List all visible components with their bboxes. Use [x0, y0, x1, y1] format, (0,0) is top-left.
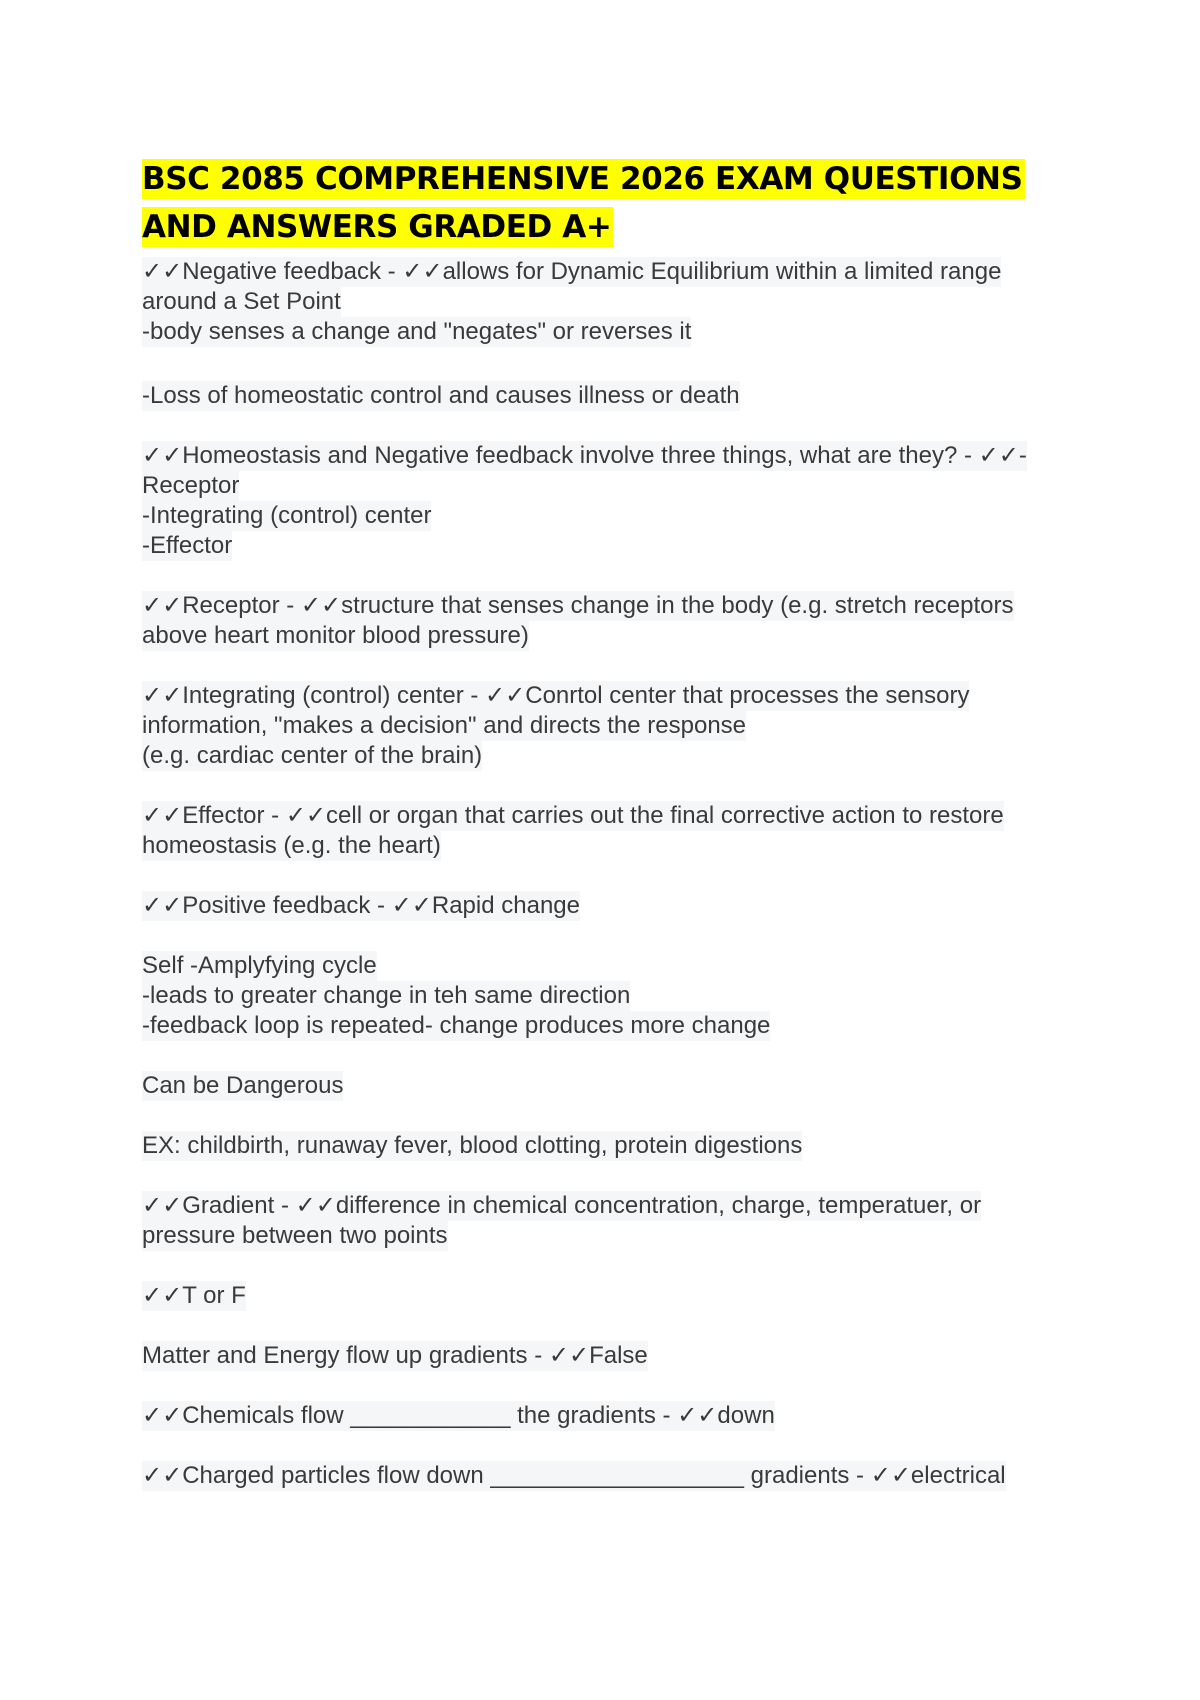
entry-self-amplifying [142, 951, 1042, 1041]
title-line-2: AND ANSWERS GRADED A+ [142, 209, 612, 245]
entry-line: ✓✓Charged particles flow down ___________________ gradients - ✓✓electrical [142, 1462, 1006, 1489]
entry-line: ✓✓T or F [142, 1282, 246, 1309]
entry-true-false [142, 1281, 1042, 1311]
entry-effector [142, 801, 1042, 861]
entry-line: ✓✓Effector - ✓✓cell or organ that carries out the final corrective action to restore [142, 802, 1004, 829]
entry-line: -body senses a change and "negates" or reverses it [142, 318, 692, 345]
entry-line: ✓✓Homeostasis and Negative feedback involve three things, what are they? - ✓✓- [142, 442, 1027, 469]
entry-line: pressure between two points [142, 1222, 448, 1249]
entry-line: -leads to greater change in teh same direction [142, 982, 631, 1009]
entry-positive-feedback [142, 891, 1042, 921]
entry-line: -Loss of homeostatic control and causes illness or death [142, 382, 740, 409]
entry-line: ✓✓Integrating (control) center - ✓✓Conrtol center that processes the sensory [142, 682, 970, 709]
entry-line: ✓✓Receptor - ✓✓structure that senses change in the body (e.g. stretch receptors [142, 592, 1014, 619]
entry-examples [142, 1131, 1042, 1161]
entry-line: Can be Dangerous [142, 1072, 344, 1099]
entry-line: Matter and Energy flow up gradients - ✓✓False [142, 1342, 648, 1369]
entry-line: (e.g. cardiac center of the brain) [142, 742, 483, 769]
entry-line: EX: childbirth, runaway fever, blood clotting, protein digestions [142, 1132, 803, 1159]
document-title [142, 155, 1042, 251]
entry-line: around a Set Point [142, 288, 341, 315]
entry-line: above heart monitor blood pressure) [142, 622, 529, 649]
entry-gradient [142, 1191, 1042, 1251]
entry-can-be-dangerous [142, 1071, 1042, 1101]
document-content [142, 155, 1042, 1491]
entry-line: ✓✓Positive feedback - ✓✓Rapid change [142, 892, 580, 919]
entry-line: ✓✓Chemicals flow ____________ the gradients - ✓✓down [142, 1402, 775, 1429]
entry-line: -Integrating (control) center [142, 502, 432, 529]
entry-line: -Effector [142, 532, 233, 559]
entry-homeostasis-three-things [142, 441, 1042, 561]
entry-chemicals-flow [142, 1401, 1042, 1431]
entry-line: information, "makes a decision" and directs the response [142, 712, 747, 739]
entry-negative-feedback [142, 257, 1042, 347]
entry-matter-energy [142, 1341, 1042, 1371]
entry-line: Self -Amplyfying cycle [142, 952, 377, 979]
entry-line: ✓✓Gradient - ✓✓difference in chemical concentration, charge, temperatuer, or [142, 1192, 982, 1219]
entry-line: homeostasis (e.g. the heart) [142, 832, 441, 859]
entry-loss-of-control [142, 381, 1042, 411]
entry-line: ✓✓Negative feedback - ✓✓allows for Dynamic Equilibrium within a limited range [142, 258, 1002, 285]
entry-charged-particles [142, 1461, 1042, 1491]
entry-integrating-center [142, 681, 1042, 771]
entry-receptor [142, 591, 1042, 651]
title-line-1: BSC 2085 COMPREHENSIVE 2026 EXAM QUESTIONS [142, 161, 1023, 197]
entry-line: Receptor [142, 472, 240, 499]
entry-line: -feedback loop is repeated- change produces more change [142, 1012, 771, 1039]
